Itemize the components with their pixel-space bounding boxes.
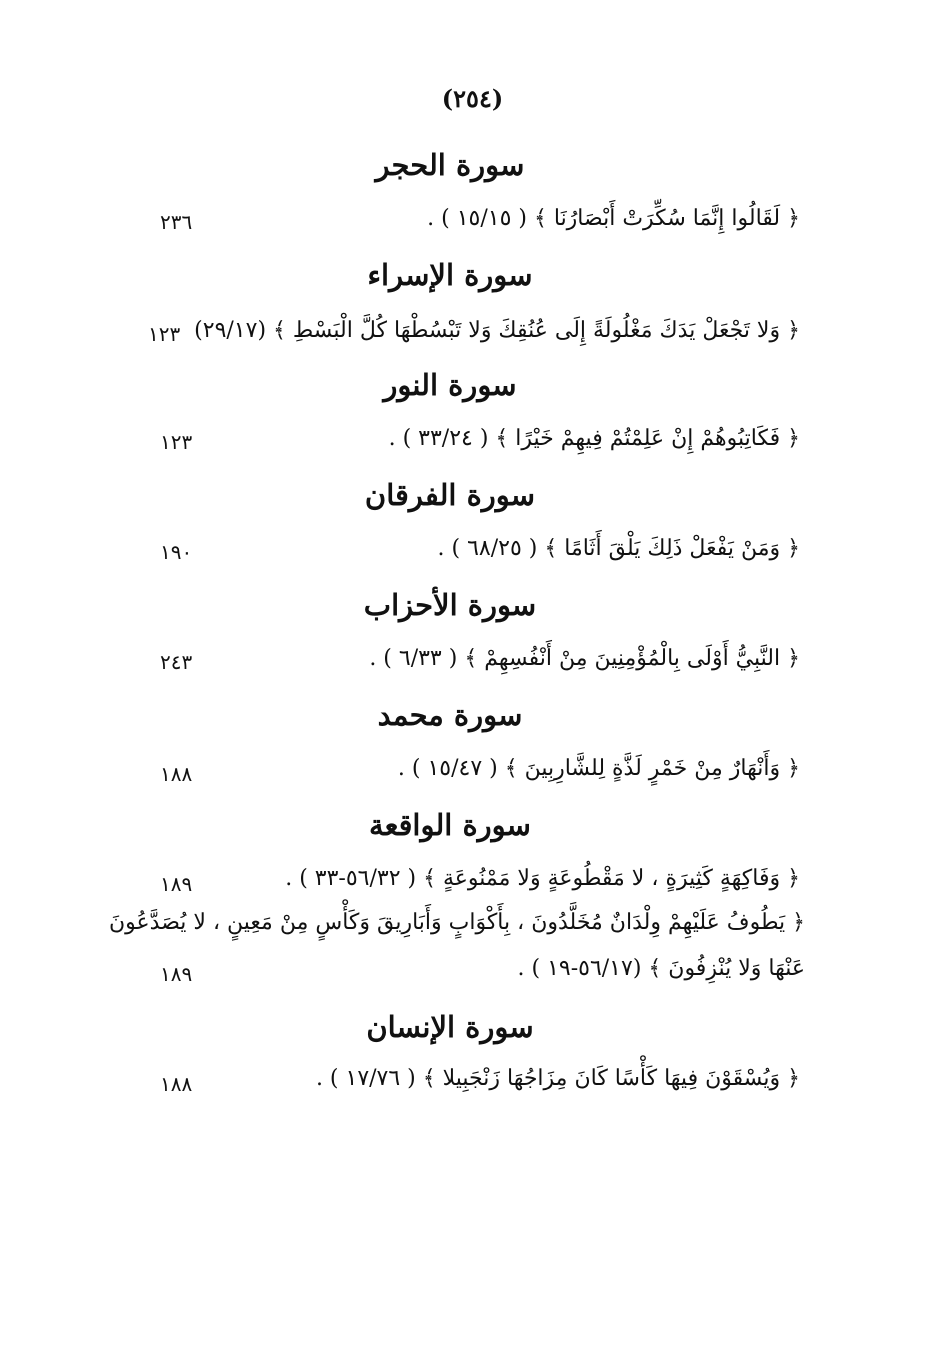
page-reference: ٢٤٣ — [160, 650, 193, 674]
page-reference: ١٢٣ — [160, 430, 193, 454]
page-reference: ١٩٠ — [160, 540, 193, 564]
surah-title-muhammad: سورة محمد — [377, 698, 523, 732]
page-reference: ١٨٩ — [160, 962, 193, 986]
verse-line: ﴿ يَطُوفُ عَلَيْهِمْ وِلْدَانٌ مُخَلَّدُونَ ، بِأَكْوَابٍ وَأَبَارِيقَ وَكَأْسٍ مِنْ مَعِينٍ ، لا يُصَدَّعُونَ — [109, 910, 805, 935]
verse-line: ﴿ النَّبِيُّ أَوْلَى بِالْمُؤْمِنِينَ مِنْ أَنْفُسِهِمْ ﴾ ( ٦/٣٣ ) . — [369, 646, 800, 671]
surah-title-furqan: سورة الفرقان — [364, 478, 536, 512]
surah-title-ahzab: سورة الأحزاب — [363, 588, 537, 622]
verse-line: ﴿ فَكَاتِبُوهُمْ إِنْ عَلِمْتُمْ فِيهِمْ خَيْرًا ﴾ ( ٣٣/٢٤ ) . — [388, 426, 800, 451]
surah-title-insan: سورة الإنسان — [366, 1010, 534, 1044]
verse-line: ﴿ وَيُسْقَوْنَ فِيهَا كَأْسًا كَانَ مِزَاجُهَا زَنْجَبِيلا ﴾ ( ١٧/٧٦ ) . — [315, 1066, 800, 1091]
surah-title-hijr: سورة الحجر — [375, 148, 525, 182]
verse-line: ﴿ لَقَالُوا إِنَّمَا سُكِّرَتْ أَبْصَارُنَا ﴾ ( ١٥/١٥ ) . — [427, 206, 800, 231]
verse-line: ﴿ وَفَاكِهَةٍ كَثِيرَةٍ ، لا مَقْطُوعَةٍ وَلا مَمْنُوعَةٍ ﴾ ( ٥٦/٣٢-٣٣ ) . — [285, 866, 800, 891]
page-reference: ٢٣٦ — [160, 210, 193, 234]
page-reference: ١٨٨ — [160, 1072, 193, 1096]
surah-title-isra: سورة الإسراء — [367, 258, 533, 292]
verse-line-continuation: عَنْهَا وَلا يُنْزِفُونَ ﴾ (٥٦/١٧-١٩ ) . — [517, 956, 805, 981]
verse-line: ﴿ وَأَنْهَارٌ مِنْ خَمْرٍ لَذَّةٍ لِلشَّارِبِينَ ﴾ ( ١٥/٤٧ ) . — [397, 756, 800, 781]
surah-title-nur: سورة النور — [383, 368, 517, 402]
verse-line: ﴿ وَمَنْ يَفْعَلْ ذَلِكَ يَلْقَ أَثَامًا ﴾ ( ٦٨/٢٥ ) . — [437, 536, 800, 561]
page-reference: ١٨٩ — [160, 872, 193, 896]
page-reference: ١٨٨ — [160, 762, 193, 786]
surah-title-waqia: سورة الواقعة — [369, 808, 531, 842]
page-number: (٢٥٤) — [441, 84, 504, 113]
verse-line: ﴿ وَلا تَجْعَلْ يَدَكَ مَغْلُولَةً إِلَى عُنُقِكَ وَلا تَبْسُطْهَا كُلَّ الْبَسْطِ ﴾ (٢٩/١٧) — [194, 318, 800, 343]
page-reference: ١٢٣ — [148, 322, 181, 346]
